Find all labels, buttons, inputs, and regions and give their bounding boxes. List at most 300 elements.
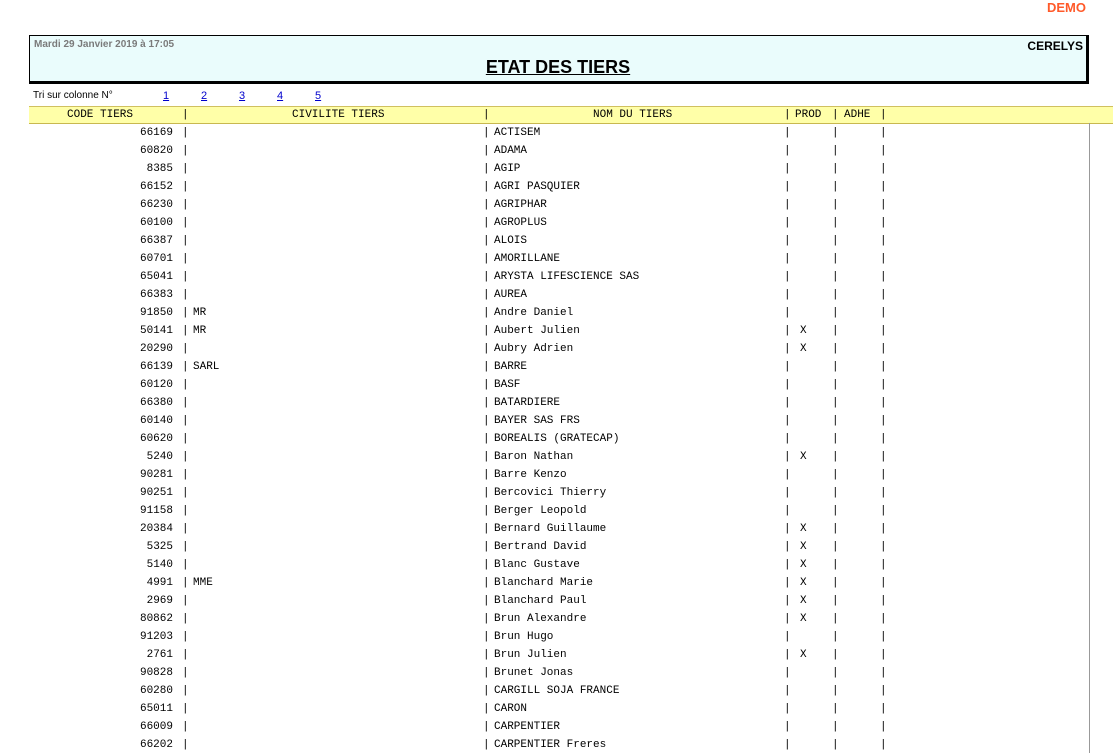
column-separator: |	[880, 487, 887, 499]
table-row	[29, 610, 1089, 628]
cell-code: 66169	[139, 127, 173, 139]
column-separator: |	[832, 145, 839, 157]
column-separator: |	[483, 631, 490, 643]
cell-code: 5325	[146, 541, 173, 553]
column-separator: |	[784, 685, 791, 697]
cell-nom: CARON	[494, 703, 528, 715]
column-separator: |	[832, 217, 839, 229]
cell-nom: Bernard Guillaume	[494, 523, 607, 535]
column-separator: |	[483, 109, 490, 121]
column-separator: |	[832, 127, 839, 139]
cell-code: 60701	[139, 253, 173, 265]
column-separator: |	[784, 505, 791, 517]
column-separator: |	[880, 127, 887, 139]
cell-code: 20290	[139, 343, 173, 355]
column-separator: |	[880, 415, 887, 427]
table-row	[29, 196, 1089, 214]
column-separator: |	[182, 631, 189, 643]
table-row	[29, 286, 1089, 304]
column-separator: |	[880, 613, 887, 625]
column-separator: |	[880, 721, 887, 733]
column-separator: |	[784, 361, 791, 373]
column-separator: |	[182, 451, 189, 463]
column-separator: |	[182, 199, 189, 211]
column-separator: |	[483, 487, 490, 499]
table-row	[29, 484, 1089, 502]
column-separator: |	[483, 199, 490, 211]
report-table	[29, 123, 1090, 753]
cell-code: 66009	[139, 721, 173, 733]
table-row	[29, 448, 1089, 466]
column-separator: |	[832, 235, 839, 247]
column-separator: |	[832, 289, 839, 301]
cell-code: 65041	[139, 271, 173, 283]
cell-code: 66383	[139, 289, 173, 301]
cell-nom: BASF	[494, 379, 521, 391]
cell-code: 66230	[139, 199, 173, 211]
column-separator: |	[784, 271, 791, 283]
column-separator: |	[880, 739, 887, 751]
column-separator: |	[483, 145, 490, 157]
table-row	[29, 520, 1089, 538]
table-row	[29, 340, 1089, 358]
column-separator: |	[832, 451, 839, 463]
page-title: ETAT DES TIERS	[485, 57, 631, 77]
column-separator: |	[832, 433, 839, 445]
column-separator: |	[880, 325, 887, 337]
cell-code: 66202	[139, 739, 173, 751]
column-separator: |	[832, 253, 839, 265]
column-separator: |	[483, 685, 490, 697]
cell-prod: X	[800, 595, 807, 607]
table-row	[29, 178, 1089, 196]
sort-link-3[interactable]: 3	[239, 90, 246, 102]
table-row	[29, 628, 1089, 646]
column-separator: |	[832, 163, 839, 175]
column-separator: |	[182, 667, 189, 679]
column-separator: |	[483, 397, 490, 409]
column-separator: |	[483, 469, 490, 481]
cell-code: 91850	[139, 307, 173, 319]
column-separator: |	[182, 559, 189, 571]
cell-code: 65011	[139, 703, 173, 715]
column-separator: |	[880, 253, 887, 265]
column-separator: |	[880, 109, 887, 121]
cell-code: 5140	[146, 559, 173, 571]
table-row	[29, 250, 1089, 268]
cell-nom: Baron Nathan	[494, 451, 574, 463]
column-separator: |	[832, 361, 839, 373]
cell-nom: BAYER SAS FRS	[494, 415, 580, 427]
column-separator: |	[784, 145, 791, 157]
column-separator: |	[784, 397, 791, 409]
column-separator: |	[880, 505, 887, 517]
column-separator: |	[784, 649, 791, 661]
cell-code: 66387	[139, 235, 173, 247]
cell-prod: X	[800, 649, 807, 661]
column-separator: |	[832, 379, 839, 391]
cell-code: 80862	[139, 613, 173, 625]
column-separator: |	[784, 325, 791, 337]
column-separator: |	[182, 235, 189, 247]
column-separator: |	[483, 667, 490, 679]
column-separator: |	[182, 307, 189, 319]
column-separator: |	[182, 721, 189, 733]
column-separator: |	[182, 217, 189, 229]
column-separator: |	[182, 649, 189, 661]
column-separator: |	[784, 595, 791, 607]
column-separator: |	[880, 235, 887, 247]
column-separator: |	[483, 703, 490, 715]
column-separator: |	[784, 181, 791, 193]
column-separator: |	[784, 631, 791, 643]
cell-code: 66380	[139, 397, 173, 409]
column-separator: |	[784, 523, 791, 535]
cell-nom: Andre Daniel	[494, 307, 574, 319]
column-separator: |	[784, 433, 791, 445]
column-separator: |	[832, 559, 839, 571]
column-header-adhe: ADHE	[844, 109, 871, 121]
column-separator: |	[182, 595, 189, 607]
column-separator: |	[784, 379, 791, 391]
column-separator: |	[880, 667, 887, 679]
sort-link-5[interactable]: 5	[315, 90, 322, 102]
column-separator: |	[182, 469, 189, 481]
cell-nom: Brun Alexandre	[494, 613, 587, 625]
column-separator: |	[784, 163, 791, 175]
column-separator: |	[182, 433, 189, 445]
cell-nom: AGRIPHAR	[494, 199, 547, 211]
report-header	[29, 35, 1089, 84]
column-separator: |	[784, 559, 791, 571]
column-separator: |	[784, 487, 791, 499]
column-separator: |	[182, 127, 189, 139]
column-separator: |	[784, 307, 791, 319]
column-header-row	[29, 106, 1113, 124]
column-separator: |	[784, 667, 791, 679]
cell-nom: CARGILL SOJA FRANCE	[494, 685, 620, 697]
column-separator: |	[880, 199, 887, 211]
column-separator: |	[182, 271, 189, 283]
cell-nom: Berger Leopold	[494, 505, 587, 517]
table-row	[29, 430, 1089, 448]
column-separator: |	[880, 145, 887, 157]
column-separator: |	[483, 181, 490, 193]
column-separator: |	[182, 109, 189, 121]
table-row	[29, 466, 1089, 484]
column-separator: |	[784, 253, 791, 265]
table-row	[29, 376, 1089, 394]
column-separator: |	[483, 271, 490, 283]
cell-code: 66139	[139, 361, 173, 373]
column-separator: |	[483, 739, 490, 751]
column-separator: |	[832, 307, 839, 319]
column-separator: |	[784, 721, 791, 733]
column-separator: |	[182, 163, 189, 175]
cell-code: 91158	[139, 505, 173, 517]
table-row	[29, 502, 1089, 520]
column-separator: |	[880, 685, 887, 697]
column-separator: |	[832, 109, 839, 121]
cell-code: 90828	[139, 667, 173, 679]
cell-code: 60120	[139, 379, 173, 391]
table-row	[29, 394, 1089, 412]
cell-civilite: SARL	[193, 361, 220, 373]
cell-prod: X	[800, 325, 807, 337]
column-separator: |	[483, 451, 490, 463]
column-separator: |	[880, 541, 887, 553]
cell-nom: AGROPLUS	[494, 217, 547, 229]
column-separator: |	[784, 109, 791, 121]
table-row	[29, 574, 1089, 592]
column-separator: |	[832, 667, 839, 679]
column-separator: |	[832, 343, 839, 355]
column-separator: |	[832, 397, 839, 409]
column-separator: |	[880, 433, 887, 445]
cell-prod: X	[800, 613, 807, 625]
cell-nom: Blanchard Paul	[494, 595, 587, 607]
cell-code: 60620	[139, 433, 173, 445]
cell-nom: AGRI PASQUIER	[494, 181, 580, 193]
column-separator: |	[483, 253, 490, 265]
cell-nom: Brunet Jonas	[494, 667, 574, 679]
column-separator: |	[832, 721, 839, 733]
cell-code: 2761	[146, 649, 173, 661]
column-separator: |	[832, 631, 839, 643]
column-separator: |	[784, 235, 791, 247]
column-separator: |	[182, 289, 189, 301]
column-separator: |	[832, 685, 839, 697]
column-separator: |	[832, 487, 839, 499]
column-separator: |	[182, 343, 189, 355]
column-separator: |	[880, 343, 887, 355]
column-separator: |	[182, 379, 189, 391]
sort-link-4[interactable]: 4	[277, 90, 284, 102]
column-header-prod: PROD	[795, 109, 822, 121]
table-row	[29, 358, 1089, 376]
column-separator: |	[784, 217, 791, 229]
column-separator: |	[182, 541, 189, 553]
column-separator: |	[182, 703, 189, 715]
cell-code: 91203	[139, 631, 173, 643]
column-separator: |	[182, 397, 189, 409]
column-separator: |	[182, 739, 189, 751]
column-separator: |	[182, 181, 189, 193]
column-separator: |	[182, 361, 189, 373]
column-separator: |	[182, 415, 189, 427]
column-separator: |	[483, 559, 490, 571]
column-separator: |	[880, 397, 887, 409]
table-row	[29, 592, 1089, 610]
column-separator: |	[182, 325, 189, 337]
cell-nom: BARRE	[494, 361, 528, 373]
cell-prod: X	[800, 541, 807, 553]
demo-watermark: DEMO	[1047, 0, 1086, 15]
sort-link-1[interactable]: 1	[163, 90, 170, 102]
cell-nom: Brun Hugo	[494, 631, 554, 643]
cell-prod: X	[800, 577, 807, 589]
column-separator: |	[182, 523, 189, 535]
column-separator: |	[832, 523, 839, 535]
app-name: CERELYS	[1027, 39, 1083, 53]
cell-prod: X	[800, 451, 807, 463]
column-separator: |	[483, 127, 490, 139]
table-row	[29, 412, 1089, 430]
cell-prod: X	[800, 523, 807, 535]
column-separator: |	[483, 649, 490, 661]
cell-code: 90281	[139, 469, 173, 481]
column-separator: |	[483, 361, 490, 373]
table-row	[29, 538, 1089, 556]
cell-nom: BATARDIERE	[494, 397, 561, 409]
table-row	[29, 214, 1089, 232]
column-separator: |	[880, 163, 887, 175]
table-row	[29, 142, 1089, 160]
column-separator: |	[832, 469, 839, 481]
column-separator: |	[832, 595, 839, 607]
cell-nom: ADAMA	[494, 145, 528, 157]
table-row	[29, 268, 1089, 286]
cell-civilite: MR	[193, 307, 207, 319]
table-row	[29, 322, 1089, 340]
column-separator: |	[880, 523, 887, 535]
column-separator: |	[880, 181, 887, 193]
column-separator: |	[832, 703, 839, 715]
column-separator: |	[784, 415, 791, 427]
column-separator: |	[784, 451, 791, 463]
cell-civilite: MME	[193, 577, 213, 589]
column-separator: |	[483, 325, 490, 337]
cell-code: 60100	[139, 217, 173, 229]
column-separator: |	[880, 361, 887, 373]
cell-nom: Blanc Gustave	[494, 559, 580, 571]
column-separator: |	[832, 271, 839, 283]
column-separator: |	[880, 217, 887, 229]
column-separator: |	[182, 577, 189, 589]
cell-nom: Brun Julien	[494, 649, 567, 661]
table-row	[29, 556, 1089, 574]
column-separator: |	[784, 343, 791, 355]
column-separator: |	[483, 415, 490, 427]
column-separator: |	[483, 613, 490, 625]
column-separator: |	[182, 145, 189, 157]
cell-nom: ALOIS	[494, 235, 528, 247]
table-row	[29, 700, 1089, 718]
column-separator: |	[880, 703, 887, 715]
cell-nom: BOREALIS (GRATECAP)	[494, 433, 620, 445]
column-separator: |	[832, 577, 839, 589]
cell-code: 20384	[139, 523, 173, 535]
cell-code: 4991	[146, 577, 173, 589]
column-separator: |	[880, 307, 887, 319]
column-separator: |	[880, 271, 887, 283]
cell-code: 66152	[139, 181, 173, 193]
column-separator: |	[880, 451, 887, 463]
cell-nom: CARPENTIER	[494, 721, 561, 733]
column-separator: |	[784, 199, 791, 211]
sort-link-2[interactable]: 2	[201, 90, 208, 102]
column-separator: |	[483, 433, 490, 445]
table-row	[29, 664, 1089, 682]
cell-code: 90251	[139, 487, 173, 499]
table-row	[29, 232, 1089, 250]
column-separator: |	[784, 469, 791, 481]
column-separator: |	[832, 649, 839, 661]
column-separator: |	[832, 541, 839, 553]
cell-code: 60280	[139, 685, 173, 697]
column-separator: |	[483, 379, 490, 391]
cell-code: 60820	[139, 145, 173, 157]
column-separator: |	[880, 469, 887, 481]
cell-nom: AMORILLANE	[494, 253, 561, 265]
column-separator: |	[483, 343, 490, 355]
column-header-code: CODE TIERS	[67, 109, 134, 121]
column-header-civilite: CIVILITE TIERS	[292, 109, 385, 121]
cell-code: 60140	[139, 415, 173, 427]
column-separator: |	[182, 613, 189, 625]
cell-nom: Barre Kenzo	[494, 469, 567, 481]
table-row	[29, 646, 1089, 664]
column-separator: |	[832, 739, 839, 751]
column-separator: |	[784, 289, 791, 301]
column-separator: |	[784, 127, 791, 139]
cell-nom: Bertrand David	[494, 541, 587, 553]
cell-nom: ACTISEM	[494, 127, 541, 139]
column-separator: |	[832, 181, 839, 193]
column-separator: |	[483, 541, 490, 553]
column-separator: |	[784, 541, 791, 553]
column-separator: |	[483, 289, 490, 301]
column-separator: |	[784, 577, 791, 589]
column-separator: |	[880, 631, 887, 643]
column-separator: |	[483, 163, 490, 175]
column-separator: |	[832, 613, 839, 625]
column-separator: |	[182, 505, 189, 517]
column-separator: |	[182, 685, 189, 697]
column-separator: |	[880, 595, 887, 607]
cell-code: 5240	[146, 451, 173, 463]
column-header-nom: NOM DU TIERS	[593, 109, 673, 121]
cell-nom: AGIP	[494, 163, 521, 175]
cell-code: 2969	[146, 595, 173, 607]
column-separator: |	[182, 253, 189, 265]
column-separator: |	[182, 487, 189, 499]
column-separator: |	[483, 595, 490, 607]
table-row	[29, 304, 1089, 322]
column-separator: |	[483, 523, 490, 535]
cell-civilite: MR	[193, 325, 207, 337]
column-separator: |	[832, 415, 839, 427]
table-row	[29, 160, 1089, 178]
cell-nom: CARPENTIER Freres	[494, 739, 607, 751]
cell-code: 50141	[139, 325, 173, 337]
column-separator: |	[784, 739, 791, 751]
column-separator: |	[880, 559, 887, 571]
column-separator: |	[784, 613, 791, 625]
report-date: Mardi 29 Janvier 2019 à 17:05	[34, 39, 175, 50]
column-separator: |	[880, 577, 887, 589]
sort-label: Tri sur colonne N°	[33, 90, 113, 101]
column-separator: |	[483, 217, 490, 229]
cell-nom: ARYSTA LIFESCIENCE SAS	[494, 271, 640, 283]
cell-nom: Aubry Adrien	[494, 343, 574, 355]
cell-nom: Aubert Julien	[494, 325, 580, 337]
cell-nom: AUREA	[494, 289, 528, 301]
column-separator: |	[832, 505, 839, 517]
column-separator: |	[483, 307, 490, 319]
column-separator: |	[880, 289, 887, 301]
cell-nom: Bercovici Thierry	[494, 487, 607, 499]
